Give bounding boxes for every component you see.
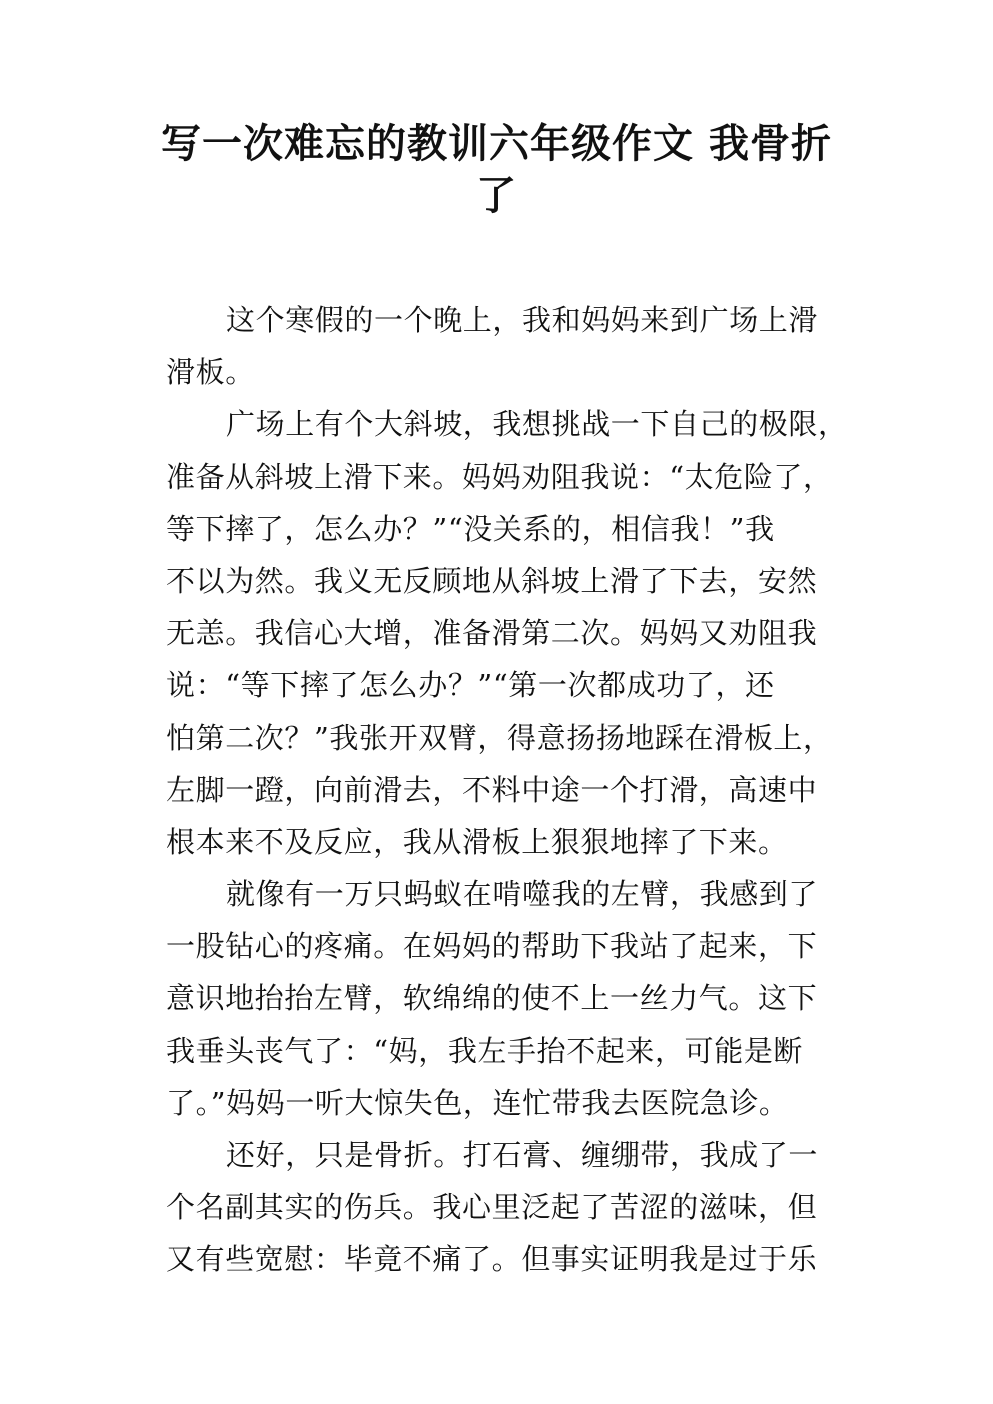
title-line-1: 写一次难忘的教训六年级作文 我骨折 [161,121,832,167]
text-line: 就像有一万只蚂蚁在啃噬我的左臂，我感到了 [226,877,819,912]
title-line-2: 了 [476,173,517,219]
text-line: 我垂头丧气了：“妈，我左手抬不起来，可能是断 [166,1033,804,1068]
text-line: 滑板。 [166,355,255,390]
text-line: 一股钻心的疼痛。在妈妈的帮助下我站了起来，下 [166,929,818,964]
text-line: 根本来不及反应，我从滑板上狠狠地摔了下来。 [166,824,788,859]
text-line: 不以为然。我义无反顾地从斜坡上滑了下去，安然 [166,563,818,598]
document-title [160,118,833,222]
text-line: 无恙。我信心大增，准备滑第二次。妈妈又劝阻我 [166,616,818,651]
text-line: 等下摔了，怎么办？”“没关系的，相信我！”我 [166,511,775,546]
paragraph-3 [166,868,846,1129]
paragraph-1 [166,294,846,398]
text-line: 又有些宽慰：毕竟不痛了。但事实证明我是过于乐 [166,1242,818,1277]
paragraph-2 [166,398,846,868]
text-line: 个名副其实的伤兵。我心里泛起了苦涩的滋味，但 [166,1190,818,1225]
text-line: 还好，只是骨折。打石膏、缠绷带，我成了一 [226,1138,819,1172]
text-line: 说：“等下摔了怎么办？”“第一次都成功了，还 [166,668,775,703]
text-line: 意识地抬抬左臂，软绵绵的使不上一丝力气。这下 [166,981,818,1016]
text-line: 怕第二次？”我张开双臂，得意扬扬地踩在滑板上， [166,720,833,755]
document-body [166,294,846,1286]
text-line: 准备从斜坡上滑下来。妈妈劝阻我说：“太危险了， [166,459,833,494]
text-line: 左脚一蹬，向前滑去，不料中途一个打滑，高速中 [166,772,818,807]
text-line: 广场上有个大斜坡，我想挑战一下自己的极限， [226,407,848,442]
paragraph-4 [166,1129,846,1286]
text-line: 这个寒假的一个晚上，我和妈妈来到广场上滑 [226,303,819,337]
text-line: 了。”妈妈一听大惊失色，连忙带我去医院急诊。 [166,1085,789,1120]
